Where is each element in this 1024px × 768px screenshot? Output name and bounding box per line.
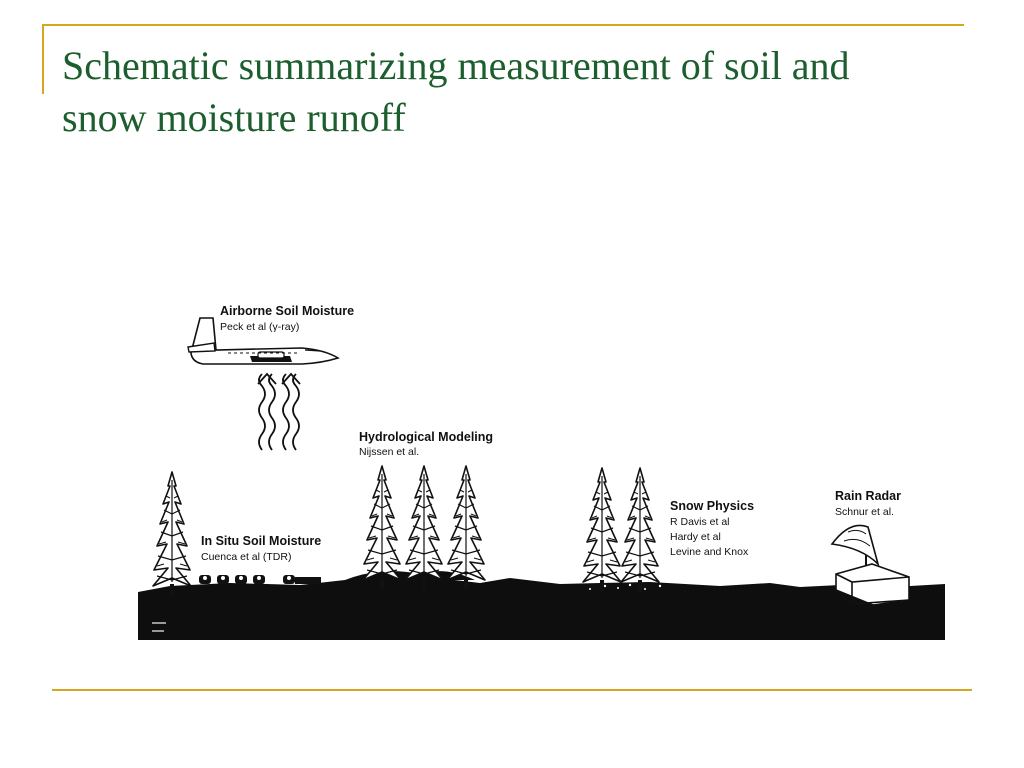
slide-title-line-2: snow moisture runoff: [62, 95, 406, 140]
hydrological-heading: Hydrological Modeling: [359, 430, 494, 444]
snow-line-3: Levine and Knox: [670, 546, 749, 558]
slide-title-line-1: Schematic summarizing measurement of soil and: [62, 43, 850, 88]
snow-line-1: R Davis et al: [670, 516, 730, 528]
airborne-heading: Airborne Soil Moisture: [220, 304, 355, 318]
insitu-subtitle: Cuenca et al (TDR): [201, 551, 292, 563]
tree-icon: [621, 468, 659, 592]
tree-icon: [583, 468, 621, 592]
rain-radar-icon: [832, 525, 909, 605]
radar-subtitle: Schnur et al.: [835, 506, 894, 518]
snow-line-2: Hardy et al: [670, 531, 721, 543]
tree-icon: [447, 466, 485, 590]
ground-silhouette: [138, 576, 945, 640]
insitu-heading: In Situ Soil Moisture: [201, 534, 322, 548]
radar-heading: Rain Radar: [835, 489, 901, 503]
soil-moisture-sensors-icon: [199, 575, 321, 584]
tree-icon: [153, 472, 191, 596]
hydrological-subtitle: Nijssen et al.: [359, 446, 420, 458]
snow-heading: Snow Physics: [670, 499, 755, 513]
radiation-arrows-icon: [258, 374, 300, 450]
airborne-subtitle: Peck et al (γ-ray): [220, 321, 300, 333]
bottom-rule: [52, 689, 972, 691]
